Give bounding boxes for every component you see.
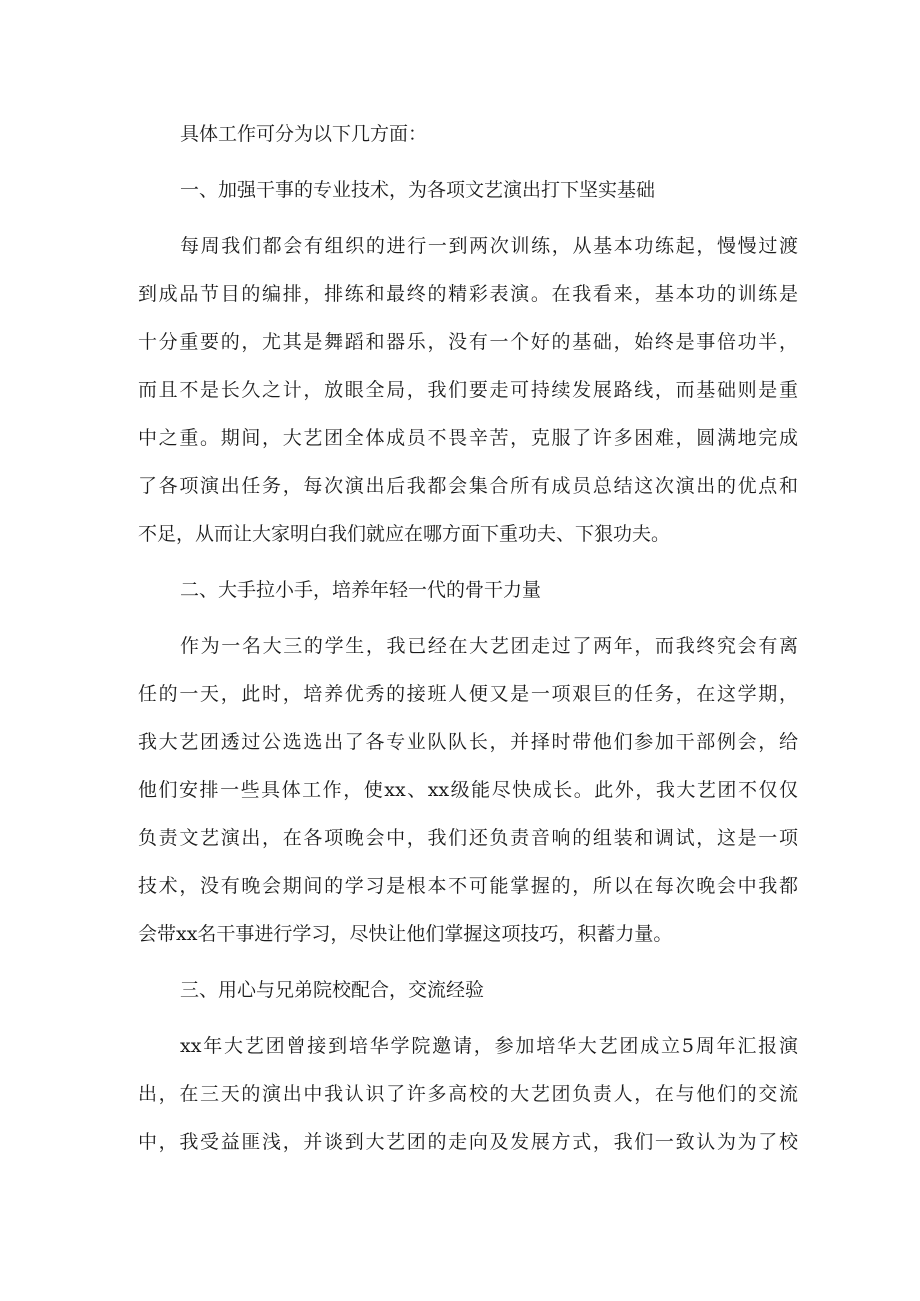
section-1-line: 不足，从而让大家明白我们就应在哪方面下重功夫、下狠功夫。 (138, 523, 671, 545)
section-3-heading: 三、用心与兄弟院校配合，交流经验 (180, 979, 485, 1001)
section-2-line: 他们安排一些具体工作，使xx、xx级能尽快成长。此外，我大艺团不仅仅 (138, 779, 798, 801)
section-2-line: 任的一天，此时，培养优秀的接班人便又是一项艰巨的任务，在这学期， (138, 683, 798, 705)
section-1-line: 了各项演出任务，每次演出后我都会集合所有成员总结这次演出的优点和 (138, 475, 798, 497)
section-3-line: xx年大艺团曾接到培华学院邀请，参加培华大艺团成立5周年汇报演 (180, 1035, 798, 1057)
section-2-line: 负责文艺演出，在各项晚会中，我们还负责音响的组装和调试，这是一项 (138, 827, 798, 849)
section-2-line: 我大艺团透过公选选出了各专业队队长，并择时带他们参加干部例会，给 (138, 731, 798, 753)
section-1-line: 十分重要的，尤其是舞蹈和器乐，没有一个好的基础，始终是事倍功半， (138, 331, 798, 353)
section-1-line: 每周我们都会有组织的进行一到两次训练，从基本功练起，慢慢过渡 (180, 235, 798, 257)
section-1-heading: 一、加强干事的专业技术，为各项文艺演出打下坚实基础 (180, 179, 656, 201)
section-2-heading: 二、大手拉小手，培养年轻一代的骨干力量 (180, 579, 542, 601)
section-1-line: 中之重。期间，大艺团全体成员不畏辛苦，克服了许多困难，圆满地完成 (138, 427, 798, 449)
section-3-line: 中，我受益匪浅，并谈到大艺团的走向及发展方式，我们一致认为为了校 (138, 1131, 798, 1153)
section-1-line: 到成品节目的编排，排练和最终的精彩表演。在我看来，基本功的训练是 (138, 283, 798, 305)
intro-text: 具体工作可分为以下几方面： (180, 123, 428, 145)
section-1-line: 而且不是长久之计，放眼全局，我们要走可持续发展路线，而基础则是重 (138, 379, 798, 401)
section-2-line: 作为一名大三的学生，我已经在大艺团走过了两年，而我终究会有离 (180, 635, 798, 657)
section-2-line: 会带xx名干事进行学习，尽快让他们掌握这项技巧，积蓄力量。 (138, 923, 673, 945)
section-2-line: 技术，没有晚会期间的学习是根本不可能掌握的，所以在每次晚会中我都 (138, 875, 798, 897)
section-3-line: 出，在三天的演出中我认识了许多高校的大艺团负责人，在与他们的交流 (138, 1083, 798, 1105)
